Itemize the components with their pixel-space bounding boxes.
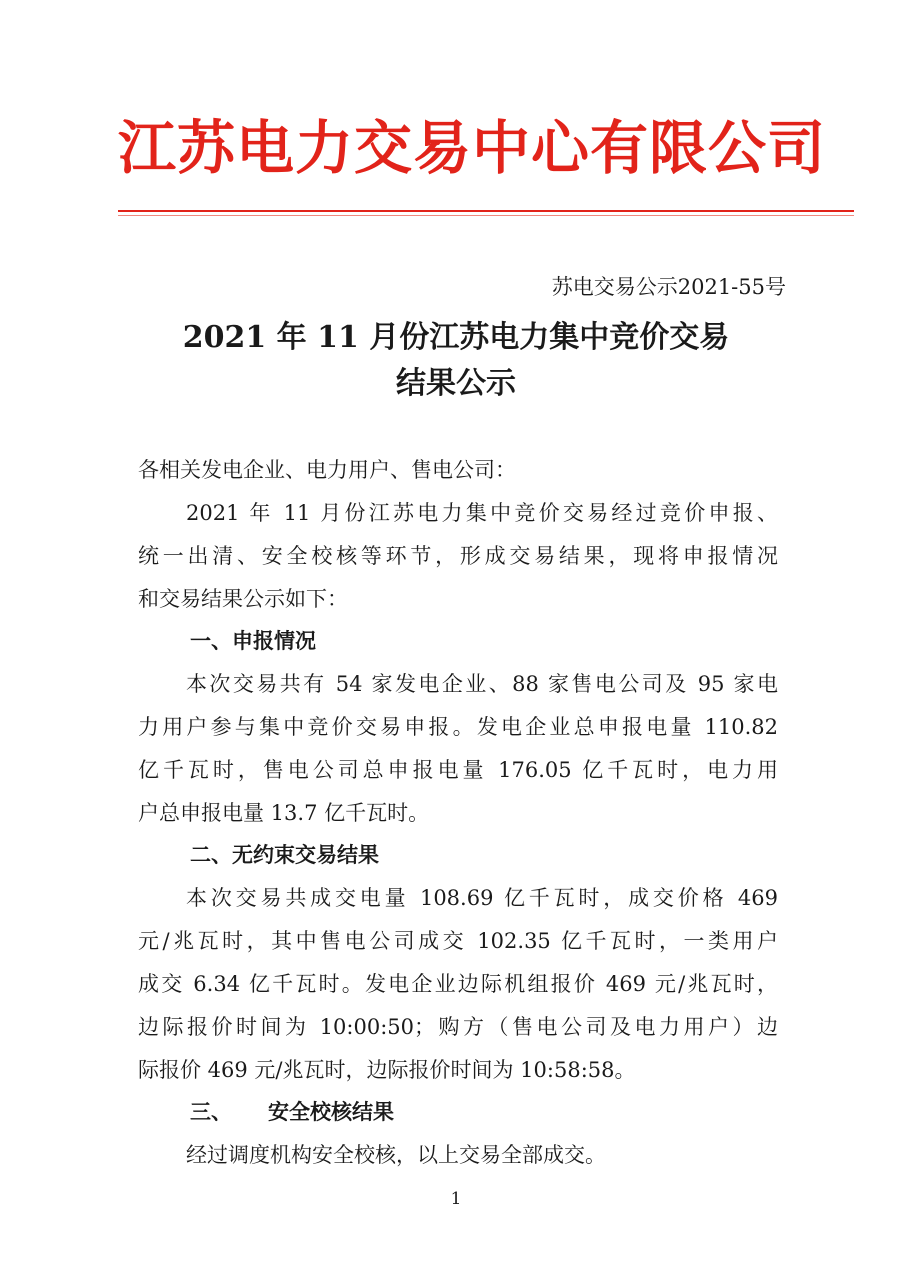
section-heading-text: 无约束交易结果 bbox=[232, 843, 379, 867]
section-heading-text: 申报情况 bbox=[232, 629, 316, 653]
section-heading-number: 三、 bbox=[190, 1100, 232, 1124]
paragraph-line: 本次交易共成交电量 108.69 亿千瓦时，成交价格 469 bbox=[186, 886, 778, 910]
paragraph-line: 亿千瓦时，售电公司总申报电量 176.05 亿千瓦时，电力用 bbox=[138, 758, 778, 782]
intro-line: 2021 年 11 月份江苏电力集中竞价交易经过竞价申报、 bbox=[186, 501, 778, 525]
intro-line: 统一出清、安全校核等环节，形成交易结果，现将申报情况 bbox=[138, 544, 778, 568]
organization-name: 江苏电力交易中心有限公司 bbox=[118, 114, 827, 182]
header-red-rule bbox=[118, 210, 854, 212]
salutation: 各相关发电企业、电力用户、售电公司： bbox=[138, 458, 516, 482]
page-number: 1 bbox=[450, 1189, 462, 1209]
paragraph-line: 际报价 469 元/兆瓦时，边际报价时间为 10:58:58。 bbox=[138, 1058, 636, 1082]
section-heading-declaration bbox=[190, 626, 316, 656]
paragraph-line: 本次交易共有 54 家发电企业、88 家售电公司及 95 家电 bbox=[186, 672, 778, 696]
paragraph-line: 元/兆瓦时，其中售电公司成交 102.35 亿千瓦时，一类用户 bbox=[138, 929, 778, 953]
section-heading-number: 一、 bbox=[190, 629, 232, 653]
section-heading-security-check bbox=[190, 1097, 394, 1127]
document-number: 苏电交易公示2021-55号 bbox=[551, 275, 786, 299]
document-title-line-2: 结果公示 bbox=[396, 366, 516, 401]
document-title-line-1: 2021 年 11 月份江苏电力集中竞价交易 bbox=[182, 320, 730, 355]
header-red-rule-thin bbox=[118, 215, 854, 216]
paragraph-line: 经过调度机构安全校核，以上交易全部成交。 bbox=[186, 1143, 606, 1167]
section-heading-unconstrained-result bbox=[190, 840, 379, 870]
paragraph-line: 户总申报电量 13.7 亿千瓦时。 bbox=[138, 801, 430, 825]
paragraph-line: 边际报价时间为 10:00:50；购方（售电公司及电力用户）边 bbox=[138, 1015, 778, 1039]
paragraph-line: 成交 6.34 亿千瓦时。发电企业边际机组报价 469 元/兆瓦时， bbox=[138, 972, 778, 996]
section-heading-number: 二、 bbox=[190, 843, 232, 867]
paragraph-line: 力用户参与集中竞价交易申报。发电企业总申报电量 110.82 bbox=[138, 715, 778, 739]
intro-line: 和交易结果公示如下： bbox=[138, 587, 348, 611]
section-heading-text: 安全校核结果 bbox=[268, 1100, 394, 1124]
